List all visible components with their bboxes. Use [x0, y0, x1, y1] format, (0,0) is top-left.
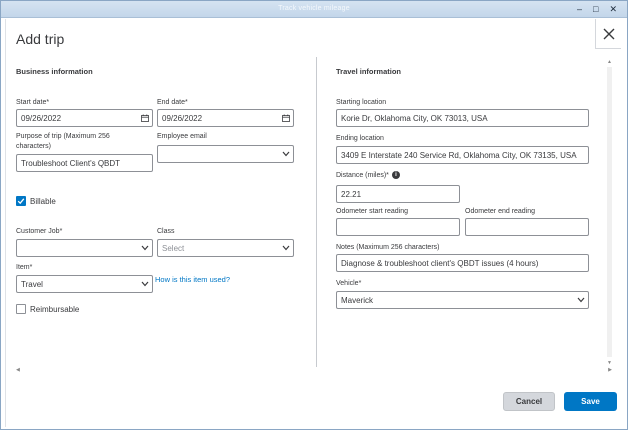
starting-location-field[interactable]: [336, 109, 589, 127]
dialog-title: Add trip: [16, 31, 65, 47]
notes-label: Notes (Maximum 256 characters): [336, 244, 440, 251]
scroll-thumb[interactable]: [607, 67, 612, 357]
save-button[interactable]: Save: [564, 392, 617, 411]
close-icon: [603, 28, 615, 40]
item-help-link[interactable]: How is this item used?: [155, 275, 231, 284]
travel-info-heading: Travel information: [336, 67, 402, 76]
customer-job-label: Customer Job*: [16, 228, 63, 235]
class-placeholder: Select: [162, 243, 185, 253]
ending-location-value: 3409 E Interstate 240 Service Rd, Oklahoma City, OK 73135, USA: [341, 150, 577, 160]
chevron-down-icon: [279, 151, 293, 157]
purpose-label-line2: characters): [16, 143, 52, 150]
maximize-icon[interactable]: □: [593, 4, 599, 14]
window-title: Track vehicle mileage: [278, 5, 350, 12]
cancel-button[interactable]: Cancel: [503, 392, 555, 411]
vehicle-select[interactable]: [336, 291, 589, 309]
ending-location-label: Ending location: [336, 135, 384, 142]
purpose-label-line1: Purpose of trip (Maximum 256: [16, 133, 110, 140]
checkbox-empty-icon: [16, 304, 26, 314]
employee-email-select[interactable]: [157, 145, 294, 163]
minimize-icon[interactable]: –: [577, 4, 583, 14]
ending-location-field[interactable]: [336, 146, 589, 164]
odometer-start-field[interactable]: [336, 218, 460, 236]
scroll-up-icon[interactable]: ▲: [607, 59, 612, 65]
vehicle-label: Vehicle*: [336, 280, 362, 287]
vehicle-value: Maverick: [341, 295, 374, 305]
chevron-down-icon: [138, 281, 152, 287]
scroll-down-icon[interactable]: ▼: [607, 360, 612, 366]
item-label: Item*: [16, 264, 33, 271]
calendar-icon[interactable]: [279, 114, 293, 122]
purpose-field[interactable]: [16, 154, 153, 172]
starting-location-label: Starting location: [336, 99, 387, 106]
start-date-label: Start date*: [16, 99, 50, 106]
odometer-end-label: Odometer end reading: [465, 208, 536, 215]
class-select[interactable]: [157, 239, 294, 257]
starting-location-value: Korie Dr, Oklahoma City, OK 73013, USA: [341, 113, 488, 123]
reimbursable-checkbox[interactable]: [16, 304, 79, 314]
notes-value: Diagnose & troubleshoot client's QBDT issues (4 hours): [341, 258, 539, 268]
billable-label: Billable: [30, 196, 56, 206]
end-date-field[interactable]: [157, 109, 294, 127]
item-select[interactable]: [16, 275, 153, 293]
chevron-down-icon: [574, 297, 588, 303]
reimbursable-label: Reimbursable: [30, 304, 80, 314]
horizontal-scrollbar[interactable]: [16, 367, 612, 374]
business-info-heading: Business information: [16, 67, 93, 76]
distance-label-wrap: [336, 171, 400, 180]
close-button[interactable]: [595, 19, 621, 49]
customer-job-select[interactable]: [16, 239, 153, 257]
window-close-icon[interactable]: ✕: [609, 4, 617, 14]
scroll-left-icon[interactable]: ◀: [16, 367, 20, 373]
chevron-down-icon: [138, 245, 152, 251]
notes-field[interactable]: [336, 254, 589, 272]
start-date-value: 09/26/2022: [21, 113, 62, 123]
vertical-scrollbar[interactable]: [606, 59, 613, 367]
end-date-label: End date*: [157, 99, 188, 106]
checkmark-icon: [16, 196, 26, 206]
odometer-start-label: Odometer start reading: [336, 208, 408, 215]
purpose-value: Troubleshoot Client's QBDT: [21, 158, 121, 168]
window-controls: [577, 3, 617, 15]
start-date-field[interactable]: [16, 109, 153, 127]
item-value: Travel: [21, 279, 43, 289]
calendar-icon[interactable]: [138, 114, 152, 122]
end-date-value: 09/26/2022: [162, 113, 203, 123]
scroll-right-icon[interactable]: ▶: [608, 367, 612, 373]
distance-value: 22.21: [341, 189, 362, 199]
odometer-end-field[interactable]: [465, 218, 589, 236]
distance-field[interactable]: [336, 185, 460, 203]
chevron-down-icon: [279, 245, 293, 251]
add-trip-dialog: [5, 19, 623, 427]
distance-label: Distance (miles)*: [336, 172, 389, 179]
info-icon[interactable]: i: [392, 171, 400, 179]
column-divider: [316, 57, 317, 367]
billable-checkbox[interactable]: [16, 196, 56, 206]
class-label: Class: [157, 228, 175, 235]
window-titlebar: [1, 1, 627, 18]
employee-email-label: Employee email: [157, 133, 207, 140]
